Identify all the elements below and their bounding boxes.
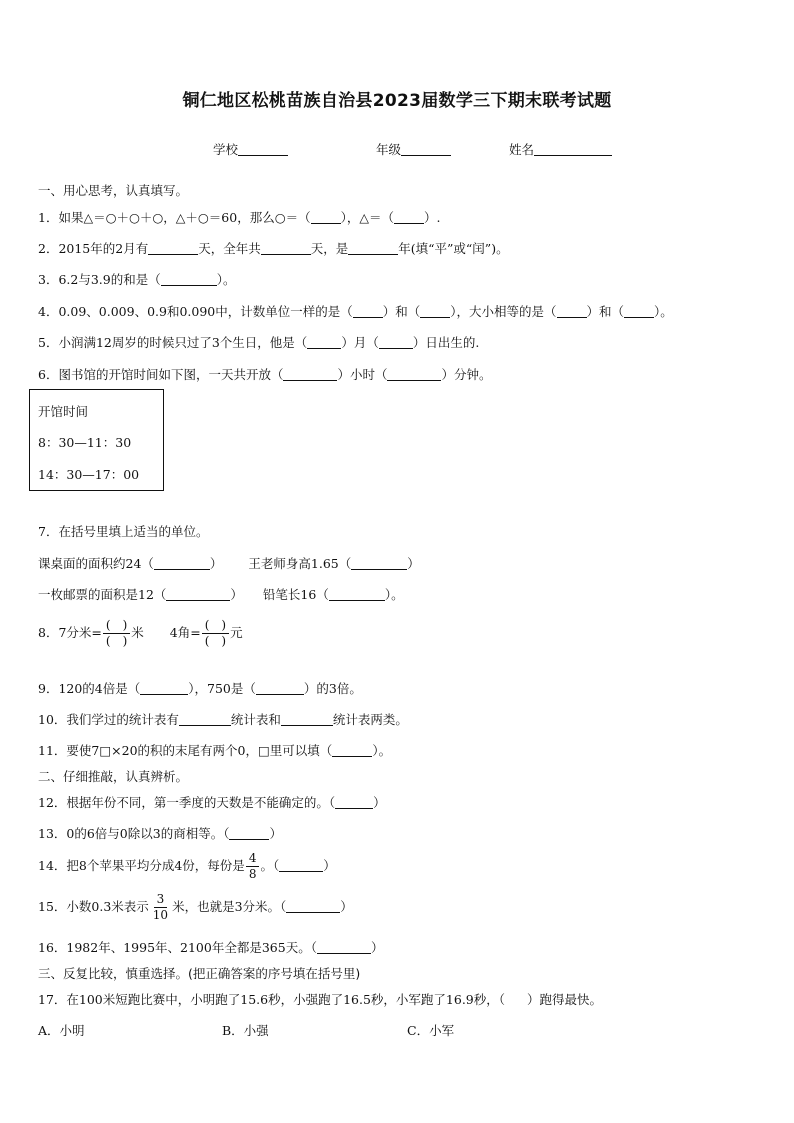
q4-blank-1 [353, 305, 383, 318]
question-14 [38, 852, 336, 881]
q7-r1-text-d: ） [407, 556, 420, 571]
q6-blank-2 [387, 368, 441, 381]
q17-option-b[interactable]: B．小强 [222, 1023, 269, 1038]
q7-r2-blank-2 [329, 588, 385, 601]
grade-field [376, 140, 451, 158]
q2-blank-3 [348, 242, 398, 255]
q9-blank-1 [140, 682, 188, 695]
section-1-heading: 一、用心思考，认真填写。 [38, 183, 189, 198]
q8-fraction-2 [202, 619, 229, 648]
q9-text-b: ），750是（ [188, 681, 256, 696]
q7-r2-blank-1 [166, 588, 230, 601]
q6-blank-1 [283, 368, 337, 381]
q5-blank-2 [379, 336, 413, 349]
q17-option-a[interactable]: A．小明 [38, 1023, 85, 1038]
q17-text-b: ）跑得最快。 [527, 992, 603, 1007]
name-label: 姓名 [509, 142, 535, 157]
q17-option-c[interactable]: C．小军 [407, 1023, 455, 1038]
name-blank [534, 143, 612, 156]
q10-blank-2 [281, 713, 333, 726]
question-1 [38, 208, 440, 226]
question-15 [38, 893, 353, 922]
q1-blank-2 [394, 211, 424, 224]
q6-text-b: ）小时（ [337, 367, 388, 382]
question-6 [38, 365, 492, 383]
question-7-row-2 [38, 585, 404, 603]
school-blank [238, 143, 288, 156]
q6-text-a: 6．图书馆的开馆时间如下图，一天共开放（ [38, 367, 284, 382]
q4-text-a: 4．0.09、0.009、0.9和0.090中，计数单位一样的是（ [38, 304, 353, 319]
question-3 [38, 270, 235, 288]
q4-blank-3 [557, 305, 587, 318]
question-12 [38, 793, 386, 811]
q2-blank-1 [148, 242, 198, 255]
grade-blank [401, 143, 451, 156]
q15-denominator: 10 [152, 908, 169, 922]
question-5 [38, 333, 479, 351]
grade-label: 年级 [376, 142, 402, 157]
q1-blank-1 [311, 211, 341, 224]
q17-text-a: 17．在100米短跑比赛中，小明跑了15.6秒，小强跑了16.5秒，小军跑了16.9秒，（ [38, 992, 506, 1007]
q4-text-b: ）和（ [382, 304, 421, 319]
q11-blank-1 [332, 744, 372, 757]
q11-text-b: ）。 [372, 743, 392, 758]
q13-text-b: ） [269, 826, 282, 841]
q8-fraction-1 [103, 619, 130, 648]
q5-text-a: 5．小润满12周岁的时候只过了3个生日，他是（ [38, 335, 308, 350]
section-2-heading: 二、仔细推敲，认真辨析。 [38, 769, 189, 784]
q8-frac2-denominator: ( ) [204, 634, 227, 648]
q3-blank-1 [161, 273, 217, 286]
q15-blank-1 [286, 900, 340, 913]
q10-text-b: 统计表和 [230, 712, 281, 727]
q11-text-a: 11．要使7□×20的积的末尾有两个0，□里可以填（ [38, 743, 333, 758]
q6-text-c: ）分钟。 [441, 367, 492, 382]
q14-text-b: 。（ [260, 858, 280, 873]
q14-fraction [246, 852, 260, 881]
q4-text-d: ）和（ [586, 304, 625, 319]
q16-blank-1 [317, 941, 371, 954]
q14-numerator: 4 [246, 852, 260, 867]
q7-r2-text-b: ） [230, 587, 243, 602]
q13-text-a: 13．0的6倍与0除以3的商相等。（ [38, 826, 230, 841]
q13-blank-1 [229, 827, 269, 840]
q10-text-c: 统计表两类。 [332, 712, 408, 727]
q15-numerator: 3 [154, 893, 168, 908]
question-13 [38, 824, 282, 842]
q15-text-b: 米，也就是3分米。（ [172, 899, 287, 914]
question-4 [38, 302, 673, 320]
q12-text-a: 12．根据年份不同，第一季度的天数是不能确定的。（ [38, 795, 336, 810]
q8-frac1-numerator: ( ) [103, 619, 130, 634]
question-7-row-1 [38, 554, 420, 572]
library-hours-box [29, 389, 164, 491]
q1-text-c: ）. [424, 210, 441, 225]
question-7-intro: 7．在括号里填上适当的单位。 [38, 524, 209, 539]
q5-blank-1 [307, 336, 341, 349]
question-16 [38, 938, 383, 956]
q15-text-a: 15．小数0.3米表示 [38, 899, 149, 914]
q7-r2-text-d: ）。 [384, 587, 404, 602]
q9-text-a: 9．120的4倍是（ [38, 681, 141, 696]
q14-text-c: ） [323, 858, 336, 873]
q8-text-b: 4角= [169, 625, 201, 640]
q3-text-a: 3．6.2与3.9的和是（ [38, 272, 161, 287]
hours-morning: 8：30—11：30 [38, 435, 132, 450]
q7-r1-blank-2 [351, 557, 407, 570]
q2-text-a: 2．2015年的2月有 [38, 241, 149, 256]
q8-frac2-numerator: ( ) [202, 619, 229, 634]
question-8 [38, 619, 243, 648]
q2-text-c: 天，是 [310, 241, 349, 256]
q7-r1-blank-1 [154, 557, 210, 570]
q4-blank-2 [420, 305, 450, 318]
q2-text-b: 天，全年共 [198, 241, 261, 256]
name-field [509, 140, 612, 158]
q16-text-b: ） [370, 940, 384, 955]
q9-blank-2 [256, 682, 304, 695]
q14-denominator: 8 [248, 867, 257, 881]
section-3-heading: 三、反复比较，慎重选择。(把正确答案的序号填在括号里) [38, 966, 361, 981]
q12-text-b: ） [373, 795, 386, 810]
question-17 [38, 990, 602, 1008]
question-10 [38, 710, 408, 728]
school-field [213, 140, 288, 158]
q3-text-b: ）。 [216, 272, 236, 287]
hours-title: 开馆时间 [38, 404, 89, 419]
q15-fraction [150, 893, 171, 922]
q2-text-d: 年(填“平”或“闰”)。 [398, 241, 509, 256]
q1-text-b: ），△＝（ [340, 210, 394, 225]
q8-frac1-denominator: ( ) [105, 634, 128, 648]
q14-blank-1 [279, 859, 323, 872]
q14-text-a: 14．把8个苹果平均分成4份，每份是 [38, 858, 245, 873]
q12-blank-1 [335, 796, 373, 809]
question-11 [38, 741, 391, 759]
q10-blank-1 [179, 713, 231, 726]
q7-r2-text-a: 一枚邮票的面积是12（ [38, 587, 167, 602]
q4-text-e: ）。 [654, 304, 673, 319]
q4-text-c: ），大小相等的是（ [450, 304, 557, 319]
q7-r1-text-b: ） [209, 556, 223, 571]
q10-text-a: 10．我们学过的统计表有 [38, 712, 179, 727]
q7-r1-text-a: 课桌面的面积约24（ [38, 556, 154, 571]
q7-r1-text-c: 王老师身高1.65（ [248, 556, 352, 571]
q5-text-b: ）月（ [341, 335, 379, 350]
q4-blank-4 [624, 305, 654, 318]
school-label: 学校 [213, 142, 239, 157]
q16-text-a: 16．1982年、1995年、2100年全都是365天。（ [38, 940, 317, 955]
question-2 [38, 239, 509, 257]
question-9 [38, 679, 362, 697]
hours-afternoon: 14：30—17：00 [38, 467, 140, 482]
q15-text-c: ） [340, 899, 353, 914]
q8-unit-1: 米 [131, 625, 144, 640]
q5-text-c: ）日出生的. [412, 335, 480, 350]
q9-text-c: ）的3倍。 [303, 681, 362, 696]
q8-unit-2: 元 [230, 625, 243, 640]
q1-text-a: 1．如果△＝○＋○＋○，△＋○＝60，那么○＝（ [38, 210, 311, 225]
q8-text-a: 8．7分米= [38, 625, 102, 640]
q2-blank-2 [261, 242, 311, 255]
q7-r2-text-c: 铅笔长16（ [262, 587, 329, 602]
page-title: 铜仁地区松桃苗族自治县2023届数学三下期末联考试题 [182, 91, 612, 111]
